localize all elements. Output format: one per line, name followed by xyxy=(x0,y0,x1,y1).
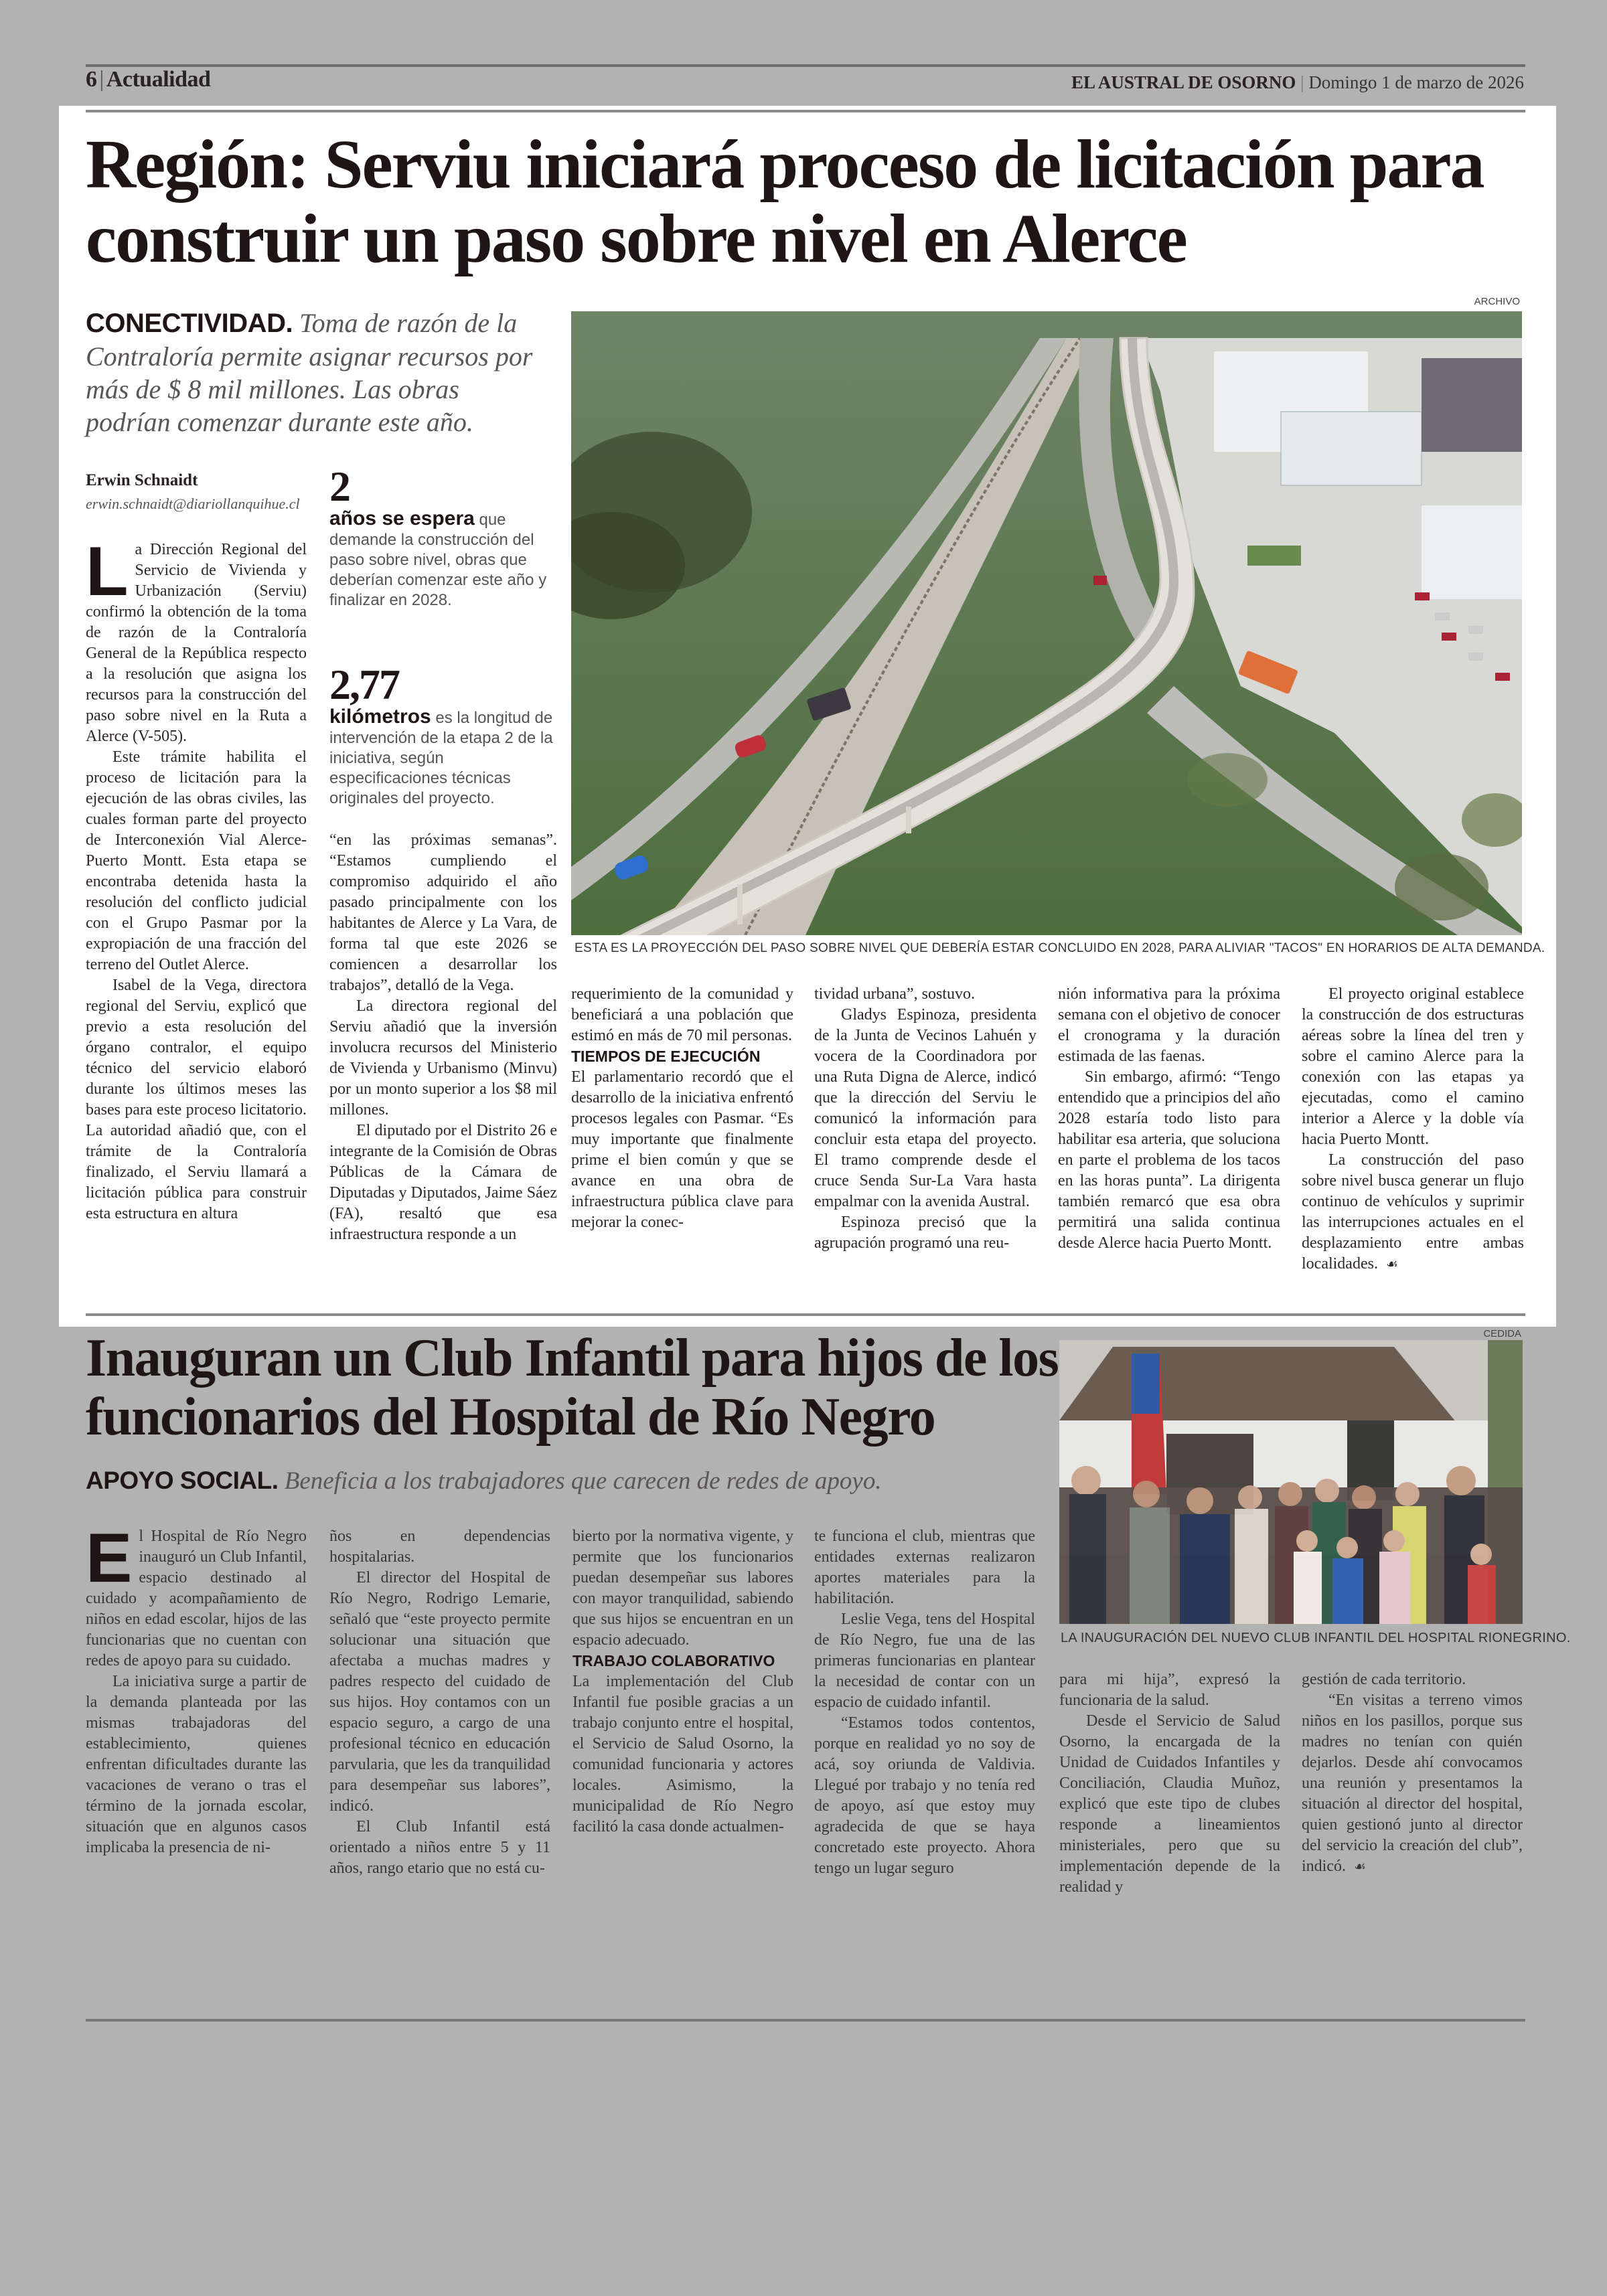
article2-paragraph: ños en dependencias hospitalarias. xyxy=(329,1528,550,1566)
article1-author-email[interactable]: erwin.schnaidt@diariollanquihue.cl xyxy=(86,495,300,512)
article2-column-2 xyxy=(329,1526,550,1879)
article1-paragraph: El parlamentario recordó que el desarrollo de la iniciativa enfrentó procesos legales con Pasmar. “Es muy importante que finalmente prime el bien común y que se avance en una obra de infraestructura pública clave para mejorar la conec- xyxy=(571,1068,793,1231)
fact-text: es la longitud de intervención de la etapa 2 de la iniciativa, según especificaciones técnicas originales del proyecto. xyxy=(329,709,553,807)
article2-photo-caption: LA INAUGURACIÓN DEL NUEVO CLUB INFANTIL DEL HOSPITAL RIONEGRINO. xyxy=(1061,1631,1571,1645)
article2-paragraph: te funciona el club, mientras que entidades externas realizaron aportes materiales para la habilitación. xyxy=(814,1528,1035,1607)
overpass-rendering-photo[interactable] xyxy=(571,311,1522,935)
article1-paragraph: El diputado por el Distrito 26 e integrante de la Comisión de Obras Públicas de la Cámara de Diputadas y Diputados, Jaime Sáez (FA), resaltó que esa infraestructura responde a un xyxy=(329,1122,557,1243)
page-folio xyxy=(86,67,210,92)
article2-paragraph: La implementación del Club Infantil fue posible gracias a un trabajo conjunto entre el hospital, el Servicio de Salud Osorno, la comunidad funcionaria y actores locales. Asimismo, la municipalidad de Río Negro facilitó la casa donde actualmen- xyxy=(572,1673,793,1835)
article1-paragraph: El proyecto original establece la construcción de dos estructuras aéreas sobre la línea del tren y sobre el camino Alerce para la conexión con las etapas ya ejecutadas, como el camino interior a Alerce y la doble vía hacia Puerto Montt. xyxy=(1302,985,1524,1148)
article2-paragraph: Leslie Vega, tens del Hospital de Río Negro, fue una de las primeras funcionarias en plantear la necesidad de contar con un espacio de cuidado infantil. xyxy=(814,1611,1035,1711)
folio-separator: | xyxy=(99,67,104,92)
article1-subhead: TIEMPOS DE EJECUCIÓN xyxy=(571,1048,761,1065)
article1-author: Erwin Schnaidt xyxy=(86,471,198,489)
article1-column-2 xyxy=(329,830,557,1245)
article2-dropcap: E xyxy=(86,1520,133,1597)
article2-headline: Inauguran un Club Infantil para hijos de los funcionarios del Hospital de Río Negro xyxy=(86,1329,1059,1447)
article2-paragraph: El director del Hospital de Río Negro, Rodrigo Lemarie, señaló que “este proyecto permite solucionar una situación que afectaba a muchas madres y padres respecto del cuidado de sus hijos. Hoy contamos con un espacio seguro, a cargo de una profesional técnico en educación parvularia, que les da tranquilidad para desempeñar sus labores”, indicó. xyxy=(329,1569,550,1815)
article2-paragraph: La iniciativa surge a partir de la demanda planteada por las mismas trabajadoras del establecimiento, quienes enfrentan dificultades durante las vacaciones de verano o tras el término de la jornada escolar, situación que en algunos casos implicaba la presencia de ni- xyxy=(86,1673,307,1856)
article2-paragraph: para mi hija”, expresó la funcionaria de la salud. xyxy=(1059,1671,1280,1709)
article2-column-5 xyxy=(1059,1669,1280,1898)
article1-dropcap: L xyxy=(86,533,129,610)
article2-kicker: APOYO SOCIAL. xyxy=(86,1467,279,1494)
article1-paragraph: requerimiento de la comunidad y beneficiará a una población que estimó en más de 70 mil personas. xyxy=(571,985,793,1044)
fact-number: 2,77 xyxy=(329,661,399,708)
article2-paragraph: Desde el Servicio de Salud Osorno, la encargada de la Unidad de Cuidados Infantiles y Conciliación, Claudia Muñoz, explicó que este tipo de clubes responde a lineamientos ministeriales, pero que su implementación depende de la realidad y xyxy=(1059,1712,1280,1896)
article1-paragraph: La construcción del paso sobre nivel busca generar un flujo continuo de vehículos y suprimir las interrupciones actuales en el desplazamiento entre ambas localidades. ☙ xyxy=(1302,1151,1524,1273)
article1-deck-text: Toma de razón de la Contraloría permite asignar recursos por más de $ 8 mil millones. Las obras podrían comenzar durante este año. xyxy=(86,308,533,437)
article1-paragraph: “en las próximas semanas”. “Estamos cumpliendo el compromiso adquirido el año pasado principalmente con los habitantes de Alerce y La Vara, de forma tal que este 2026 se comiencen a desarrollar los trabajos”, detalló de la Vega. xyxy=(329,831,557,994)
article1-kicker: CONECTIVIDAD. xyxy=(86,309,293,338)
article1-column-1 xyxy=(86,533,307,1224)
article1-paragraph: nión informativa para la próxima semana con el objetivo de conocer el cronograma y la duración estimada de las faenas. xyxy=(1058,985,1280,1065)
overpass-illustration xyxy=(571,311,1522,935)
article2-deck xyxy=(86,1466,1023,1496)
header-top-rule xyxy=(86,64,1525,67)
article2-paragraph: “Estamos todos contentos, porque en realidad yo no soy de acá, soy oriunda de Valdivia. Llegué por trabajo y no tenía red de apoyo, así que estoy muy agradecida de que se haya concretado este proyecto. Ahora tengo un lugar seguro xyxy=(814,1714,1035,1877)
newspaper-name: EL AUSTRAL DE OSORNO xyxy=(1071,72,1296,92)
article1-paragraph: La Dirección Regional del Servicio de Vivienda y Urbanización (Serviu) confirmó la obtención de la toma de razón de la Contraloría General de la República respecto a la resolución que asigna los recursos para la construcción del paso sobre nivel en la Ruta a Alerce (V-505). xyxy=(86,533,307,745)
article1-paragraph: Espinoza precisó que la agrupación programó una reu- xyxy=(814,1214,1037,1252)
article1-deck xyxy=(86,307,541,438)
article1-column-3 xyxy=(571,984,793,1233)
page-bottom-rule xyxy=(86,2019,1525,2022)
masthead xyxy=(1071,72,1524,93)
article2-paragraph: El Hospital de Río Negro inauguró un Club Infantil, espacio destinado al cuidado y acompañamiento de niños en edad escolar, hijos de las funcionarias que no cuentan con redes de apoyo para su cuidado. xyxy=(86,1520,307,1669)
article1-photo-credit: ARCHIVO xyxy=(1474,296,1520,307)
article2-paragraph: El Club Infantil está orientado a niños entre 5 y 11 años, rango etario que no está cu- xyxy=(329,1818,550,1877)
article2-paragraph: “En visitas a terreno vimos niños en los pasillos, porque sus madres no tenían con quién dejarlos. Desde ahí convocamos una reunión y presentamos la situación al director del hospital, quien gestionó junto al director del servicio la creación del club”, indicó. ☙ xyxy=(1302,1692,1523,1875)
article2-column-4 xyxy=(814,1526,1035,1879)
article2-photo-credit: CEDIDA xyxy=(1483,1328,1521,1339)
masthead-separator: | xyxy=(1296,72,1309,92)
article2-column-6 xyxy=(1302,1669,1523,1877)
article1-photo-caption: ESTA ES LA PROYECCIÓN DEL PASO SOBRE NIVEL QUE DEBERÍA ESTAR CONCLUIDO EN 2028, PARA ALIVIAR "TACOS" EN HORARIOS DE ALTA DEMANDA. xyxy=(575,941,1545,955)
article1-top-rule xyxy=(86,110,1525,112)
article1-bottom-rule xyxy=(86,1313,1525,1316)
article1-column-5 xyxy=(1058,984,1280,1254)
article2-subhead: TRABAJO COLABORATIVO xyxy=(572,1652,775,1669)
article1-headline: Región: Serviu iniciará proceso de licitación para construir un paso sobre nivel en Alerce xyxy=(86,126,1484,278)
article1-paragraph: Gladys Espinoza, presidenta de la Junta de Vecinos Lahuén y vocera de la Coordinadora por una Ruta Digna de Alerce, indicó que la dirección del Serviu le comunicó la información para concluir esta etapa del proyecto. El tramo comprende desde el cruce Senda Sur-La Vara hasta empalmar con la avenida Austral. xyxy=(814,1006,1037,1210)
end-of-article-icon: ☙ xyxy=(1354,1858,1366,1874)
article1-column-4 xyxy=(814,984,1037,1254)
section-name: Actualidad xyxy=(106,67,211,92)
group-photo-illustration xyxy=(1059,1340,1523,1624)
article2-column-1 xyxy=(86,1520,307,1858)
end-of-article-icon: ☙ xyxy=(1385,1256,1398,1272)
article1-paragraph: Este trámite habilita el proceso de licitación para la ejecución de las obras civiles, las cuales forman parte del proyecto de Interconexión Vial Alerce-Puerto Montt. Esta etapa se encontraba detenida hasta la resolución del conflicto judicial con el Grupo Pasmar por la expropiación de una fracción del terreno del Outlet Alerce. xyxy=(86,748,307,973)
fact-label: kilómetros xyxy=(329,706,431,728)
article2-paragraph: gestión de cada territorio. xyxy=(1302,1671,1466,1688)
article1-paragraph: Isabel de la Vega, directora regional del Serviu, explicó que previo a esta resolución del órgano contralor, el equipo técnico del servicio elaboró durante los últimos meses las bases para este proceso licitatorio. La autoridad añadió que, con el trámite de la Contraloría finalizado, el Serviu llamará a licitación pública para construir esta estructura en altura xyxy=(86,977,307,1222)
fact-label: años se espera xyxy=(329,507,475,529)
fact-text: que demande la construcción del paso sobre nivel, obras que deberían comenzar este año y finalizar en 2028. xyxy=(329,511,547,609)
article2-paragraph: bierto por la normativa vigente, y permite que los funcionarios puedan desempeñar sus labores con mayor tranquilidad, sabiendo que sus hijos se encuentran en un espacio adecuado. xyxy=(572,1528,793,1649)
article1-paragraph: Sin embargo, afirmó: “Tengo entendido que a principios del año 2028 estaría todo listo para habilitar esa arteria, que soluciona en parte el problema de los tacos en las horas punta”. La dirigenta también remarcó que esa obra permitirá una salida continua desde Alerce hacia Puerto Montt. xyxy=(1058,1068,1280,1252)
article1-column-6 xyxy=(1302,984,1524,1275)
article1-paragraph: tividad urbana”, sostuvo. xyxy=(814,985,975,1003)
article1-paragraph: La directora regional del Serviu añadió que la inversión involucra recursos del Ministerio de Vivienda y Urbanismo (Minvu) por un monto superior a los $8 mil millones. xyxy=(329,997,557,1119)
article2-deck-text: Beneficia a los trabajadores que carecen de redes de apoyo. xyxy=(284,1467,882,1495)
fact-box-kilometers xyxy=(329,663,557,809)
article2-column-3 xyxy=(572,1526,793,1837)
fact-number: 2 xyxy=(329,463,350,510)
club-inauguration-photo[interactable] xyxy=(1059,1340,1523,1624)
page-number: 6 xyxy=(86,67,97,92)
issue-date: Domingo 1 de marzo de 2026 xyxy=(1308,72,1524,92)
fact-box-years xyxy=(329,465,557,610)
